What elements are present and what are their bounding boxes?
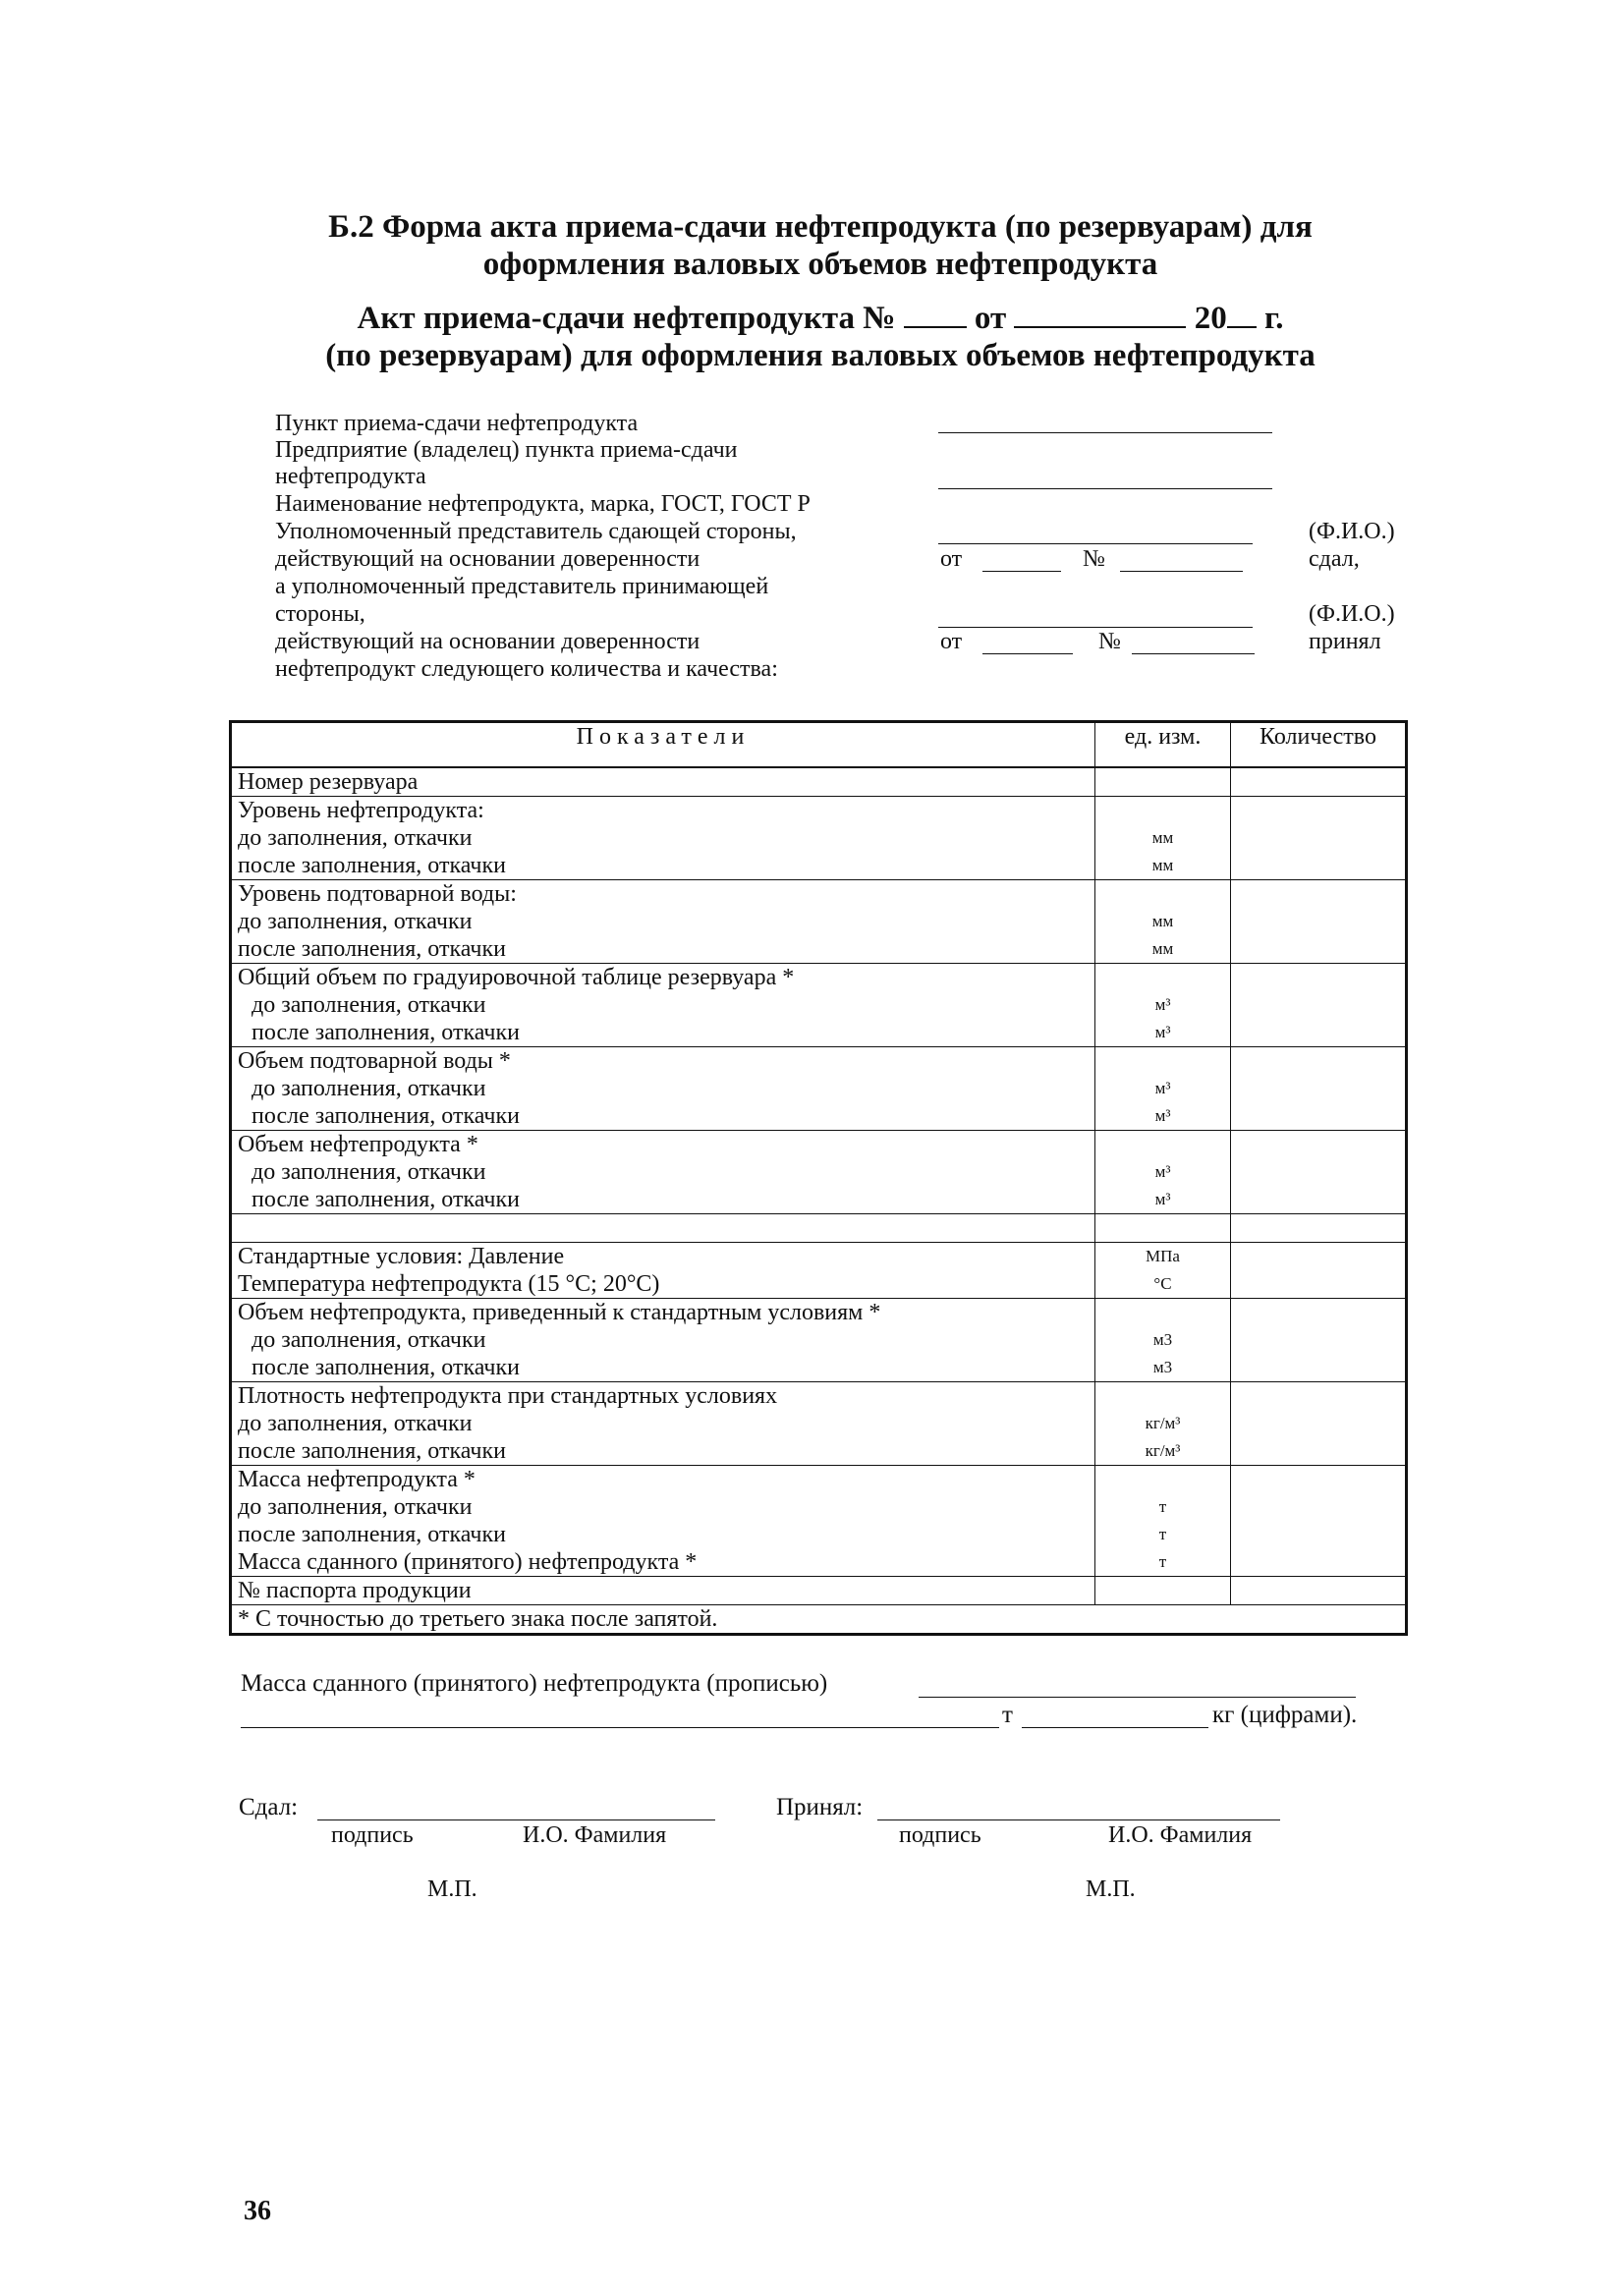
field-input-predpriyatie[interactable] [938,488,1272,489]
table-note: * С точностью до третьего знака после запятой. [238,1606,718,1632]
table-row [231,880,1407,964]
table-row [231,1382,1407,1466]
section-title-line2: оформления валовых объемов нефтепродукта [482,247,1158,282]
prinyal-signature-line[interactable] [877,1819,1280,1820]
sdal-signature-line[interactable] [317,1819,715,1820]
dover2-no-label: № [1098,629,1121,654]
act-title-number-label: Акт приема-сдачи нефтепродукта № [357,301,896,336]
unit-label: мм [1151,828,1174,847]
unit-label: мм [1151,912,1174,930]
row-label: после заполнения, откачки [252,1103,520,1129]
mass-words-label: Масса сданного (принятого) нефтепродукта (прописью) [241,1670,828,1697]
dover1-date-input[interactable] [982,571,1061,572]
row-label: Температура нефтепродукта (15 °С; 20°С) [238,1271,660,1297]
table-row [231,1299,1407,1382]
prinyal-podpis-caption: подпись [899,1822,981,1848]
prinyal-fio-caption: И.О. Фамилия [1108,1822,1253,1848]
sdal-signature-label: Сдал: [239,1794,299,1820]
table-row [231,767,1407,797]
field-label-kolichestvo: нефтепродукт следующего количества и качества: [275,656,778,682]
qty-cell[interactable] [1231,1382,1407,1466]
unit-label: т [1158,1525,1167,1543]
qty-cell[interactable] [1231,1299,1407,1382]
mass-t-label: т [1002,1702,1013,1728]
prinyal-signature-label: Принял: [776,1794,864,1820]
row-label: после заполнения, откачки [238,1522,506,1547]
qty-cell[interactable] [1231,1577,1407,1605]
dover1-no-label: № [1083,546,1105,572]
row-label: Плотность нефтепродукта при стандартных условиях [238,1383,778,1409]
unit-label: м³ [1154,1023,1171,1041]
row-label: Масса сданного (принятого) нефтепродукта * [238,1549,698,1575]
unit-label: м3 [1152,1330,1173,1349]
unit-label: МПа [1146,1247,1180,1265]
dover1-number-input[interactable] [1120,571,1243,572]
row-label: Уровень подтоварной воды: [238,881,517,907]
act-title-line2: (по резервуарам) для оформления валовых объемов нефтепродукта [325,338,1316,373]
row-label: Стандартные условия: Давление [238,1244,565,1269]
unit-label: м³ [1154,1190,1171,1208]
row-label: после заполнения, откачки [252,1355,520,1380]
unit-label: кг/м³ [1145,1441,1181,1460]
field-label-naimenovanie: Наименование нефтепродукта, марка, ГОСТ, ГОСТ Р [275,491,811,517]
field-label-upoln1: Уполномоченный представитель сдающей стороны, [275,519,797,544]
row-label: Уровень нефтепродукта: [238,798,484,823]
unit-label: м³ [1154,995,1171,1014]
mass-kg-label: кг (цифрами). [1212,1702,1358,1728]
row-label: после заполнения, откачки [252,1020,520,1045]
unit-label: м3 [1152,1358,1173,1376]
row-label: Номер резервуара [238,769,419,795]
act-title-line1 [255,300,1385,337]
act-title-year-suffix: г. [1263,301,1284,336]
field-label-predpriyatie1: Предприятие (владелец) пункта приема-сдачи [275,437,738,463]
field-input-punkt[interactable] [938,432,1272,433]
table-row [231,964,1407,1047]
row-label: до заполнения, откачки [238,1411,473,1436]
row-label: Объем нефтепродукта * [238,1132,478,1157]
row-label: Объем нефтепродукта, приведенный к стандартным условиям * [238,1300,881,1325]
sdal-label: сдал, [1309,546,1360,572]
act-year-blank [1227,301,1257,328]
qty-cell[interactable] [1231,964,1407,1047]
field-label-upoln2a: а уполномоченный представитель принимающей [275,574,769,599]
field-label-dover2: действующий на основании доверенности [275,629,700,654]
dover1-ot-label: от [940,546,963,572]
unit-label: т [1158,1497,1167,1516]
table-row [231,1466,1407,1577]
row-label: Общий объем по градуировочной таблице резервуара * [238,965,795,990]
dover2-number-input[interactable] [1132,653,1255,654]
row-label: до заполнения, откачки [252,992,486,1018]
fio-label-2: (Ф.И.О.) [1309,601,1395,627]
header-indicators: Показатели [231,722,1095,768]
table-row [231,1131,1407,1214]
indicators-table [229,720,1408,1636]
table-row [231,797,1407,880]
mass-kg-input[interactable] [1022,1727,1208,1728]
field-label-punkt: Пункт приема-сдачи нефтепродукта [275,411,639,436]
unit-label: м³ [1154,1162,1171,1181]
unit-label: м³ [1154,1079,1171,1097]
row-label: до заполнения, откачки [238,825,473,851]
field-label-predpriyatie2: нефтепродукта [275,464,426,489]
mass-words-input[interactable] [919,1697,1356,1698]
mp-sdal: М.П. [427,1876,477,1902]
act-title-year-label: 20 [1194,301,1227,336]
section-title-line1: Б.2 Форма акта приема-сдачи нефтепродукта (по резервуарам) для [328,209,1313,245]
row-label: Объем подтоварной воды * [238,1048,511,1074]
field-label-dover1: действующий на основании доверенности [275,546,700,572]
header-unit: ед. изм. [1095,722,1231,768]
field-input-upoln2[interactable] [938,627,1253,628]
table-row [231,1577,1407,1605]
unit-label: мм [1151,939,1174,958]
row-label: до заполнения, откачки [238,1494,473,1520]
act-number-blank [904,301,967,328]
mass-tonnes-input[interactable] [241,1727,999,1728]
prinyal-label: принял [1309,629,1381,654]
section-title [275,208,1366,283]
table-row [231,1243,1407,1299]
page-number: 36 [244,2196,271,2226]
mp-prinyal: М.П. [1086,1876,1136,1902]
qty-cell[interactable] [1231,1466,1407,1577]
sdal-podpis-caption: подпись [331,1822,414,1848]
dover2-ot-label: от [940,629,963,654]
act-title-from-label: от [974,301,1007,336]
qty-cell[interactable] [1231,767,1407,797]
fio-label-1: (Ф.И.О.) [1309,519,1395,544]
row-label: после заполнения, откачки [238,1438,506,1464]
row-label: после заполнения, откачки [252,1187,520,1212]
row-label: до заполнения, откачки [238,909,473,934]
sdal-fio-caption: И.О. Фамилия [523,1822,667,1848]
unit-label: т [1158,1552,1167,1571]
table-row [231,1047,1407,1131]
row-label: Масса нефтепродукта * [238,1467,476,1492]
qty-cell[interactable] [1231,797,1407,880]
table-header-row [231,722,1407,768]
row-label: до заполнения, откачки [252,1076,486,1101]
qty-cell[interactable] [1231,1047,1407,1131]
table-note-row [231,1605,1407,1635]
qty-cell[interactable] [1231,1243,1407,1299]
qty-cell[interactable] [1231,1131,1407,1214]
unit-label: °С [1153,1274,1172,1293]
act-title [255,300,1385,374]
dover2-date-input[interactable] [982,653,1073,654]
field-label-upoln2b: стороны, [275,601,365,627]
field-input-upoln1[interactable] [938,543,1253,544]
qty-cell[interactable] [1231,880,1407,964]
table-row-spacer [231,1214,1407,1243]
row-label: № паспорта продукции [238,1578,472,1603]
row-label: до заполнения, откачки [252,1159,486,1185]
unit-label: мм [1151,856,1174,874]
act-date-blank [1014,301,1186,328]
row-label: после заполнения, откачки [238,936,506,962]
unit-label: кг/м³ [1145,1414,1181,1432]
unit-label: м³ [1154,1106,1171,1125]
row-label: после заполнения, откачки [238,853,506,878]
row-label: до заполнения, откачки [252,1327,486,1353]
header-qty: Количество [1231,722,1407,768]
